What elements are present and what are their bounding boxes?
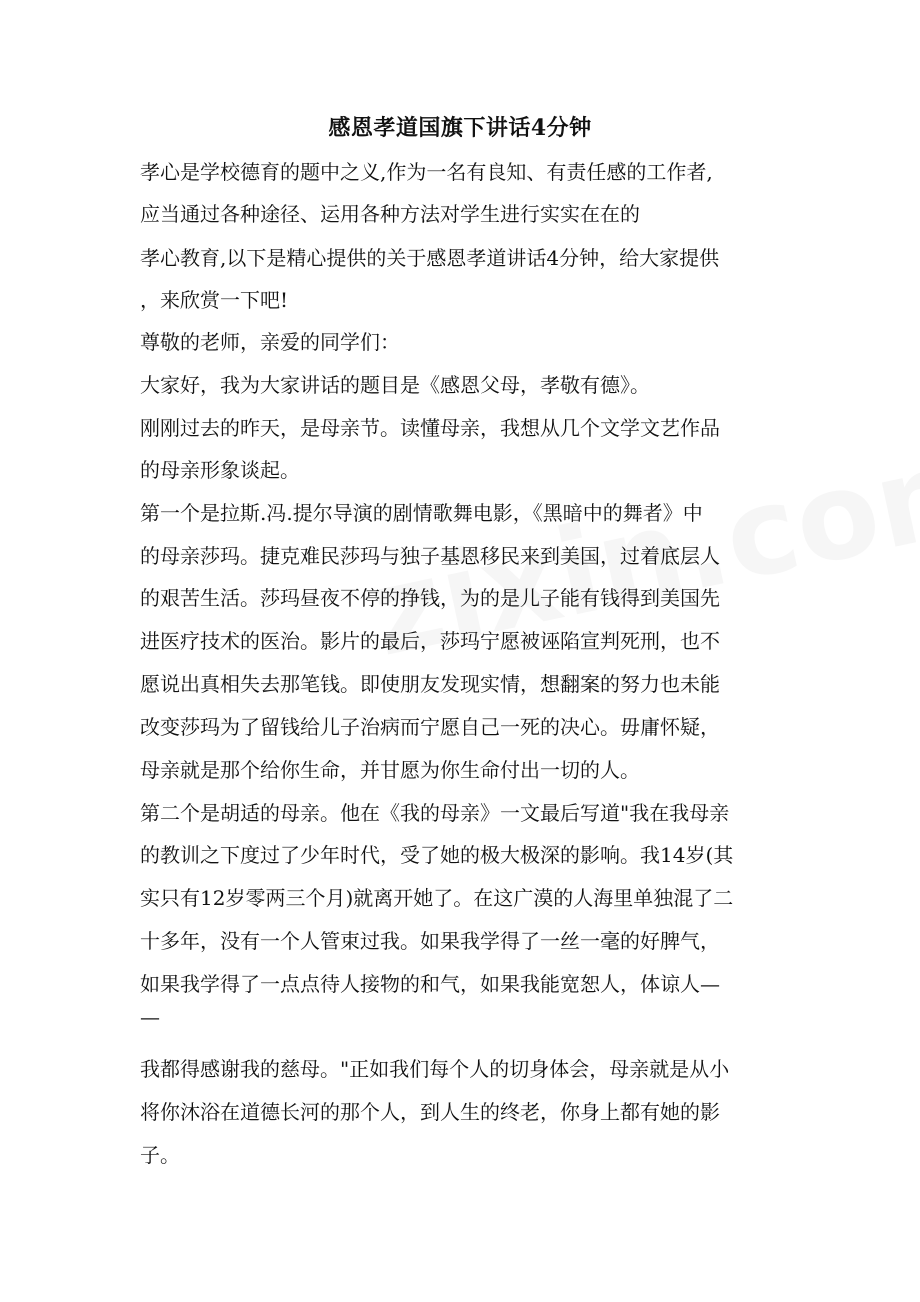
body-line: 第一个是拉斯.冯.提尔导演的剧情歌舞电影，《黑暗中的舞者》中	[140, 501, 703, 525]
body-line: 母亲就是那个给你生命，并甘愿为你生命付出一切的人。	[140, 758, 640, 782]
body-line: 孝心教育,以下是精心提供的关于感恩孝道讲话4分钟，给大家提供	[140, 246, 720, 270]
body-line: 刚刚过去的昨天，是母亲节。读懂母亲，我想从几个文学文艺作品	[140, 416, 720, 440]
body-line: 的教训之下度过了少年时代，受了她的极大极深的影响。我14岁(其	[140, 843, 734, 867]
body-line: ，来欣赏一下吧!	[140, 288, 289, 312]
body-line: 大家好，我为大家讲话的题目是《感恩父母，孝敬有德》。	[140, 373, 650, 397]
body-line: 实只有12岁零两三个月)就离开她了。在这广漠的人海里单独混了二	[140, 886, 734, 910]
body-line: —	[140, 1005, 160, 1029]
body-line: 十多年，没有一个人管束过我。如果我学得了一丝一毫的好脾气，	[140, 929, 720, 953]
body-line: 的母亲莎玛。捷克难民莎玛与独子基恩移民来到美国，过着底层人	[140, 544, 720, 568]
body-line: 改变莎玛为了留钱给儿子治病而宁愿自己一死的决心。毋庸怀疑，	[140, 715, 720, 739]
body-line: 应当通过各种途径、运用各种方法对学生进行实实在在的	[140, 202, 640, 226]
document-title: 感恩孝道国旗下讲话4分钟	[328, 115, 592, 141]
body-line: 第二个是胡适的母亲。他在《我的母亲》一文最后写道"我在我母亲	[140, 801, 730, 825]
body-line: 将你沐浴在道德长河的那个人，到人生的终老，你身上都有她的影	[140, 1100, 720, 1124]
body-line: 子。	[140, 1143, 180, 1167]
body-line: 愿说出真相失去那笔钱。即使朋友发现实情，想翻案的努力也未能	[140, 672, 720, 696]
body-line: 的艰苦生活。莎玛昼夜不停的挣钱，为的是儿子能有钱得到美国先	[140, 586, 720, 610]
body-line: 尊敬的老师，亲爱的同学们：	[140, 330, 400, 354]
body-line: 的母亲形象谈起。	[140, 458, 300, 482]
body-line: 我都得感谢我的慈母。"正如我们每个人的切身体会，母亲就是从小	[140, 1057, 730, 1081]
body-line: 进医疗技术的医治。影片的最后，莎玛宁愿被诬陷宣判死刑，也不	[140, 629, 720, 653]
body-line: 孝心是学校德育的题中之义,作为一名有良知、有责任感的工作者,	[140, 160, 713, 184]
body-line: 如果我学得了一点点待人接物的和气，如果我能宽恕人，体谅人—	[140, 972, 720, 996]
